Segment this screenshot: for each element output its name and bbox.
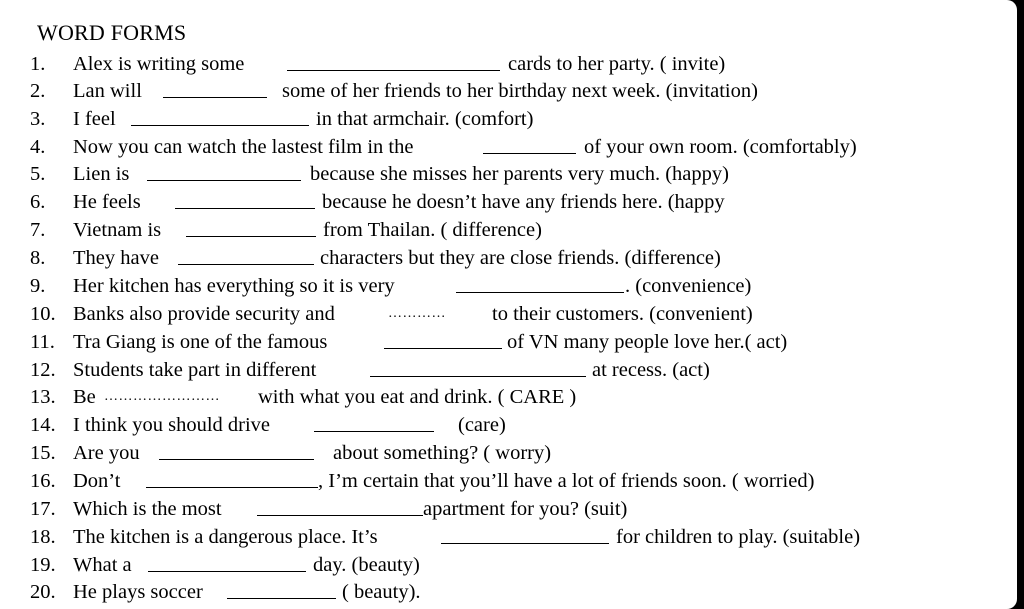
answer-blank[interactable] <box>163 97 267 98</box>
item-text-after: characters but they are close friends. (difference) <box>320 247 721 269</box>
answer-blank[interactable] <box>186 236 316 237</box>
item-text-before: Don’t <box>73 470 121 492</box>
item-text-after: of VN many people love her.( act) <box>507 331 788 353</box>
item-number: 19. <box>30 554 56 576</box>
answer-dotted-blank[interactable]: ………… <box>388 306 446 321</box>
item-number: 4. <box>30 136 46 158</box>
item-text-after: about something? ( worry) <box>333 442 552 464</box>
item-number: 9. <box>30 275 46 297</box>
item-text-before: They have <box>73 247 159 269</box>
item-text-after: with what you eat and drink. ( CARE ) <box>258 386 577 408</box>
item-text-before: I feel <box>73 108 116 130</box>
item-text-after: because he doesn’t have any friends here. (happy <box>322 191 725 213</box>
item-text-before: Be <box>73 386 96 408</box>
worksheet-title: WORD FORMS <box>37 20 187 45</box>
item-number: 14. <box>30 414 56 436</box>
answer-dotted-blank[interactable]: …………………… <box>104 389 220 404</box>
item-text-after: for children to play. (suitable) <box>616 526 861 548</box>
item-text-before: Banks also provide security and <box>73 303 335 325</box>
item-text-after: , I’m certain that you’ll have a lot of friends soon. ( worried) <box>318 470 815 492</box>
answer-blank[interactable] <box>370 376 586 377</box>
item-text-after: cards to her party. ( invite) <box>508 53 726 75</box>
answer-blank[interactable] <box>227 598 336 599</box>
answer-blank[interactable] <box>178 264 314 265</box>
answer-blank[interactable] <box>483 153 576 154</box>
item-text-before: Which is the most <box>73 498 222 520</box>
item-number: 16. <box>30 470 56 492</box>
item-text-after: at recess. (act) <box>592 359 710 381</box>
item-text-after: ( beauty). <box>342 581 421 603</box>
item-text-before: I think you should drive <box>73 414 271 436</box>
answer-blank[interactable] <box>384 348 502 349</box>
item-number: 17. <box>30 498 56 520</box>
item-text-before: Students take part in different <box>73 359 317 381</box>
item-text-before: He feels <box>73 191 141 213</box>
answer-blank[interactable] <box>175 208 315 209</box>
item-number: 5. <box>30 163 46 185</box>
answer-blank[interactable] <box>314 431 434 432</box>
answer-blank[interactable] <box>287 70 500 71</box>
item-text-after: of your own room. (comfortably) <box>584 136 857 158</box>
item-number: 6. <box>30 191 46 213</box>
item-number: 15. <box>30 442 56 464</box>
item-text-after: to their customers. (convenient) <box>492 303 753 325</box>
item-text-after: because she misses her parents very much. (happy) <box>310 163 729 185</box>
item-text-before: Her kitchen has everything so it is very <box>73 275 395 297</box>
item-text-before: He plays soccer <box>73 581 203 603</box>
answer-blank[interactable] <box>456 292 624 293</box>
item-number: 3. <box>30 108 46 130</box>
item-text-after: from Thailan. ( difference) <box>323 219 542 241</box>
item-text-after: apartment for you? (suit) <box>423 498 628 520</box>
item-text-after: some of her friends to her birthday next week. (invitation) <box>282 80 758 102</box>
item-number: 12. <box>30 359 56 381</box>
item-number: 13. <box>30 386 56 408</box>
item-text-before: Are you <box>73 442 140 464</box>
answer-blank[interactable] <box>131 125 309 126</box>
item-number: 8. <box>30 247 46 269</box>
answer-blank[interactable] <box>159 459 314 460</box>
item-text-before: What a <box>73 554 132 576</box>
answer-blank[interactable] <box>148 571 306 572</box>
item-number: 11. <box>30 331 55 353</box>
item-text-after: day. (beauty) <box>313 554 420 576</box>
item-text-before: Vietnam is <box>73 219 162 241</box>
item-text-before: Alex is writing some <box>73 53 245 75</box>
item-number: 20. <box>30 581 56 603</box>
item-text-after: (care) <box>458 414 506 436</box>
answer-blank[interactable] <box>441 543 609 544</box>
item-number: 2. <box>30 80 46 102</box>
item-text-after: in that armchair. (comfort) <box>316 108 534 130</box>
item-text-before: Lan will <box>73 80 142 102</box>
item-text-before: Now you can watch the lastest film in the <box>73 136 414 158</box>
item-text-after: . (convenience) <box>625 275 752 297</box>
item-number: 10. <box>30 303 56 325</box>
item-number: 1. <box>30 53 46 75</box>
item-text-before: Tra Giang is one of the famous <box>73 331 328 353</box>
item-number: 18. <box>30 526 56 548</box>
item-text-before: The kitchen is a dangerous place. It’s <box>73 526 378 548</box>
answer-blank[interactable] <box>146 487 318 488</box>
item-number: 7. <box>30 219 46 241</box>
answer-blank[interactable] <box>147 180 301 181</box>
item-text-before: Lien is <box>73 163 130 185</box>
answer-blank[interactable] <box>257 515 423 516</box>
